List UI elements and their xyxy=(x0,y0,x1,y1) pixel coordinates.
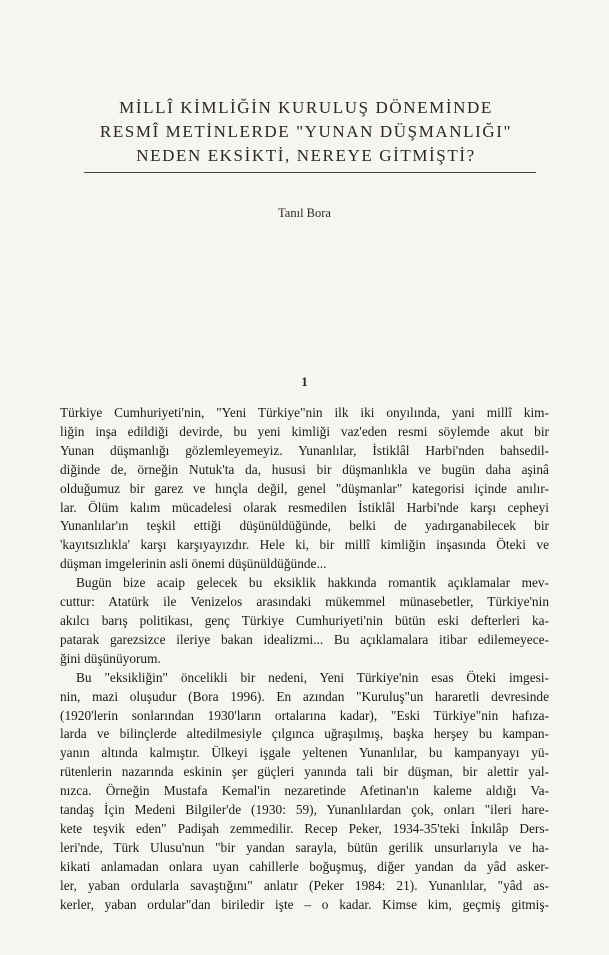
title-line: NEDEN EKSİKTİ, NEREYE GİTMİŞTİ? xyxy=(136,146,476,165)
body-line: nin, mazi oluşudur (Bora 1996). En azından "Kuruluş"un hararetli devresinde xyxy=(60,688,549,704)
title-rule xyxy=(84,172,536,173)
body-line: ğini düşünüyorum. xyxy=(60,650,161,666)
body-line: nızca. Örneğin Mustafa Kemal'in nezaretinde Afetinan'ın kaleme aldığı Va- xyxy=(60,783,549,799)
body-line: kete teşvik eden" Padişah zemmedilir. Recep Peker, 1934-35'teki İnkılâp Ders- xyxy=(60,820,549,836)
body-line: rütenlerin nazarında eskinin şer güçleri yanında tali bir düşman, bir alettir yal- xyxy=(60,764,549,780)
body-line: ler, yaban ordularla savaştığını" anlatır (Peker 1984: 21). Yunanlılar, "yâd as- xyxy=(60,877,549,893)
body-line: yanın altında kalmıştır. Ülkeyi işgale yeltenen Yunanlılar, bu kampanyayı yü- xyxy=(60,745,549,761)
body-line: lar. Ölüm kalım mücadelesi olarak resmedilen İstiklâl Harbi'nde karşı cepheyi xyxy=(60,499,549,515)
body-line: 'kayıtsızlıkla' karşı karşıyayızdır. Hele ki, bir millî kimliğin inşasında Öteki ve xyxy=(60,537,549,553)
body-line: diğinde de, örneğin Nutuk'ta da, hususi bir düşmanlıkla ve bugün daha aşinâ xyxy=(60,461,549,477)
title-line: RESMÎ METİNLERDE "YUNAN DÜŞMANLIĞI" xyxy=(99,122,513,141)
body-line: larda ve bilinçlerde altedilmesiyle çılgınca uğraşılmış, başka herşey bu kampan- xyxy=(60,726,549,742)
body-line: Bu "eksikliğin" öncelikli bir nedeni, Yeni Türkiye'nin esas Öteki imgesi- xyxy=(76,669,549,685)
body-line: cuttur: Atatürk ile Venizelos arasındaki mükemmel münasebetler, Türkiye'nin xyxy=(60,594,549,610)
body-line: düşman imgelerinin asli önemi düşünüldüğünde... xyxy=(60,556,327,572)
body-line: Yunan düşmanlığı gözlemleyemeyiz. Yunanlılar, İstiklâl Harbi'nden bahsedil- xyxy=(60,442,549,458)
body-line: kikati anlamadan onlara uyan cahillerle boğuşmuş, diğer yandan da yâd asker- xyxy=(60,858,549,874)
section-number: 1 xyxy=(301,374,308,389)
body-line: Bugün bize acaip gelecek bu eksiklik hakkında romantik açıklamalar mev- xyxy=(76,575,549,591)
body-line: Yunanlılar'ın teşkil ettiği düşünüldüğünde, belki de yadırganabilecek bir xyxy=(60,518,549,534)
article-title xyxy=(60,96,552,168)
body-line: leri'nde, Türk Ulusu'nun "bir yandan sarayla, bütün gerilik unsurlarıyla ve ha- xyxy=(60,839,549,855)
body-line: (1920'lerin sonlarından 1930'ların ortalarına kadar), "Eski Türkiye"nin hafıza- xyxy=(60,707,549,723)
body-text xyxy=(60,404,549,914)
body-line: kerler, yaban ordular"dan biriledir işte – o kadar. Kimse kim, geçmiş gitmiş- xyxy=(60,896,549,912)
body-line: tandaş İçin Medeni Bilgiler'de (1930: 59), Yunanlılardan çok, onları "ileri hare- xyxy=(60,802,549,818)
body-line: akılcı barış politikası, genç Türkiye Cumhuriyeti'nin bütün eski defterleri ka- xyxy=(60,612,549,628)
body-line: olduğumuz bir garez ve hınçla değil, genel "düşmanlar" kategorisi içinde anılır- xyxy=(60,480,549,496)
author-name: Tanıl Bora xyxy=(278,206,331,220)
body-line: liğin inşa edildiği devirde, bu yeni kimliği vaz'eden resmi söylemde akut bir xyxy=(60,423,549,439)
body-line: Türkiye Cumhuriyeti'nin, "Yeni Türkiye"nin ilk iki onyılında, yani millî kim- xyxy=(60,405,549,420)
body-line: patarak garezsizce ileriye bakan idealizmi... Bu açıklamalara itibar edilemeyece- xyxy=(60,631,549,647)
title-line: MİLLÎ KİMLİĞİN KURULUŞ DÖNEMİNDE xyxy=(119,98,493,117)
